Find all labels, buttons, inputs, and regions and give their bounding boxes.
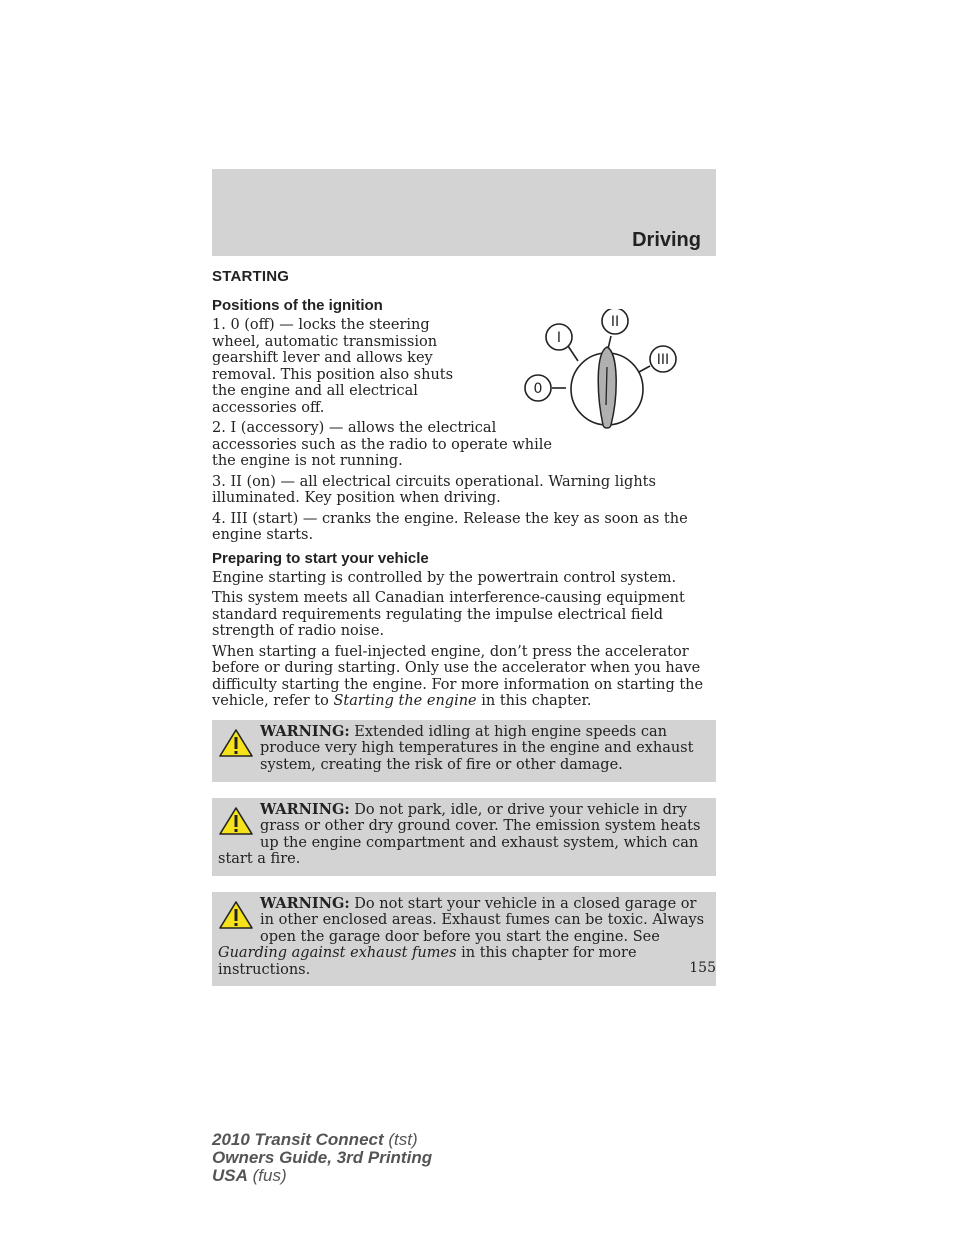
paragraph-1: Engine starting is controlled by the powertrain control system. (212, 569, 677, 586)
cross-reference: Guarding against exhaust fumes (218, 945, 457, 961)
warning-label: WARNING: (260, 800, 350, 818)
position-ii-label: II (610, 314, 620, 330)
footer-edition: Owners Guide, 3rd Printing (212, 1148, 433, 1167)
warning-triangle-icon (218, 728, 254, 758)
document-footer: 2010 Transit Connect (tst) Owners Guide, 3rd Printing USA (fus) (212, 1130, 433, 1185)
warning-text: Do not park, idle, or drive your vehicle in dry grass or other dry ground cover. The emission system heats up the engine compartment and exhaust system, which can start a fire. (218, 801, 701, 867)
warning-label: WARNING: (260, 894, 350, 912)
warning-text: Extended idling at high engine speeds can produce very high temperatures in the engine and exhaust system, creating the risk of fire or other damage. (260, 723, 694, 773)
ignition-text (212, 317, 552, 470)
footer-model: 2010 Transit Connect (212, 1130, 384, 1149)
section-title: STARTING (212, 268, 290, 285)
warning-label: WARNING: (260, 722, 350, 740)
preparing-heading: Preparing to start your vehicle (212, 549, 429, 567)
footer-market: USA (212, 1166, 248, 1185)
ignition-item-4: 4. III (start) — cranks the engine. Release the key as soon as the engine starts. (212, 510, 688, 543)
paragraph-2: This system meets all Canadian interference-causing equipment standard requirements regulating the impulse electrical field strength of radio noise. (212, 590, 685, 639)
ignition-item-2: 2. I (accessory) — allows the electrical accessories such as the radio to operate while the engine is not running. (212, 420, 552, 469)
position-0-label: 0 (533, 381, 543, 397)
warning-box-2 (212, 798, 716, 876)
page-number: 155 (689, 960, 716, 976)
position-iii-label: III (656, 352, 670, 368)
ignition-item-3: 3. II (on) — all electrical circuits operational. Warning lights illuminated. Key position when driving. (212, 473, 656, 506)
warning-box-3: WARNING: Do not start your vehicle in a closed garage or in other enclosed areas. Exhaust fumes can be toxic. Always open the garage door before you start the engine. See Guarding against exhaust fumes in this chapter for more instructions. (212, 892, 716, 987)
cross-reference: Starting the engine (333, 693, 477, 709)
warning-text: Do not start your vehicle in a closed garage or in other enclosed areas. Exhaust fumes can be toxic. Always open the garage door before you start the engine. See (260, 895, 705, 945)
page-content (212, 266, 716, 1002)
paragraph-3: When starting a fuel-injected engine, don’t press the accelerator before or during starting. Only use the accelerator when you have difficulty starting the engine. For more information on starting the vehicle, refer to Starting the engine in this chapter. (212, 643, 704, 709)
ignition-block (212, 314, 716, 544)
warning-triangle-icon (218, 900, 254, 930)
position-i-label: I (556, 330, 562, 346)
ignition-item-1: 1. 0 (off) — locks the steering wheel, automatic transmission gearshift lever and allows key removal. This position also shuts the engine and all electrical accessories off. (212, 317, 454, 416)
chapter-header-band (212, 169, 716, 256)
key-blade (598, 347, 616, 428)
chapter-title: Driving (632, 229, 701, 251)
ignition-switch-diagram (520, 309, 695, 434)
warning-box-1 (212, 720, 716, 782)
warning-triangle-icon (218, 806, 254, 836)
ignition-heading: Positions of the ignition (212, 297, 383, 314)
